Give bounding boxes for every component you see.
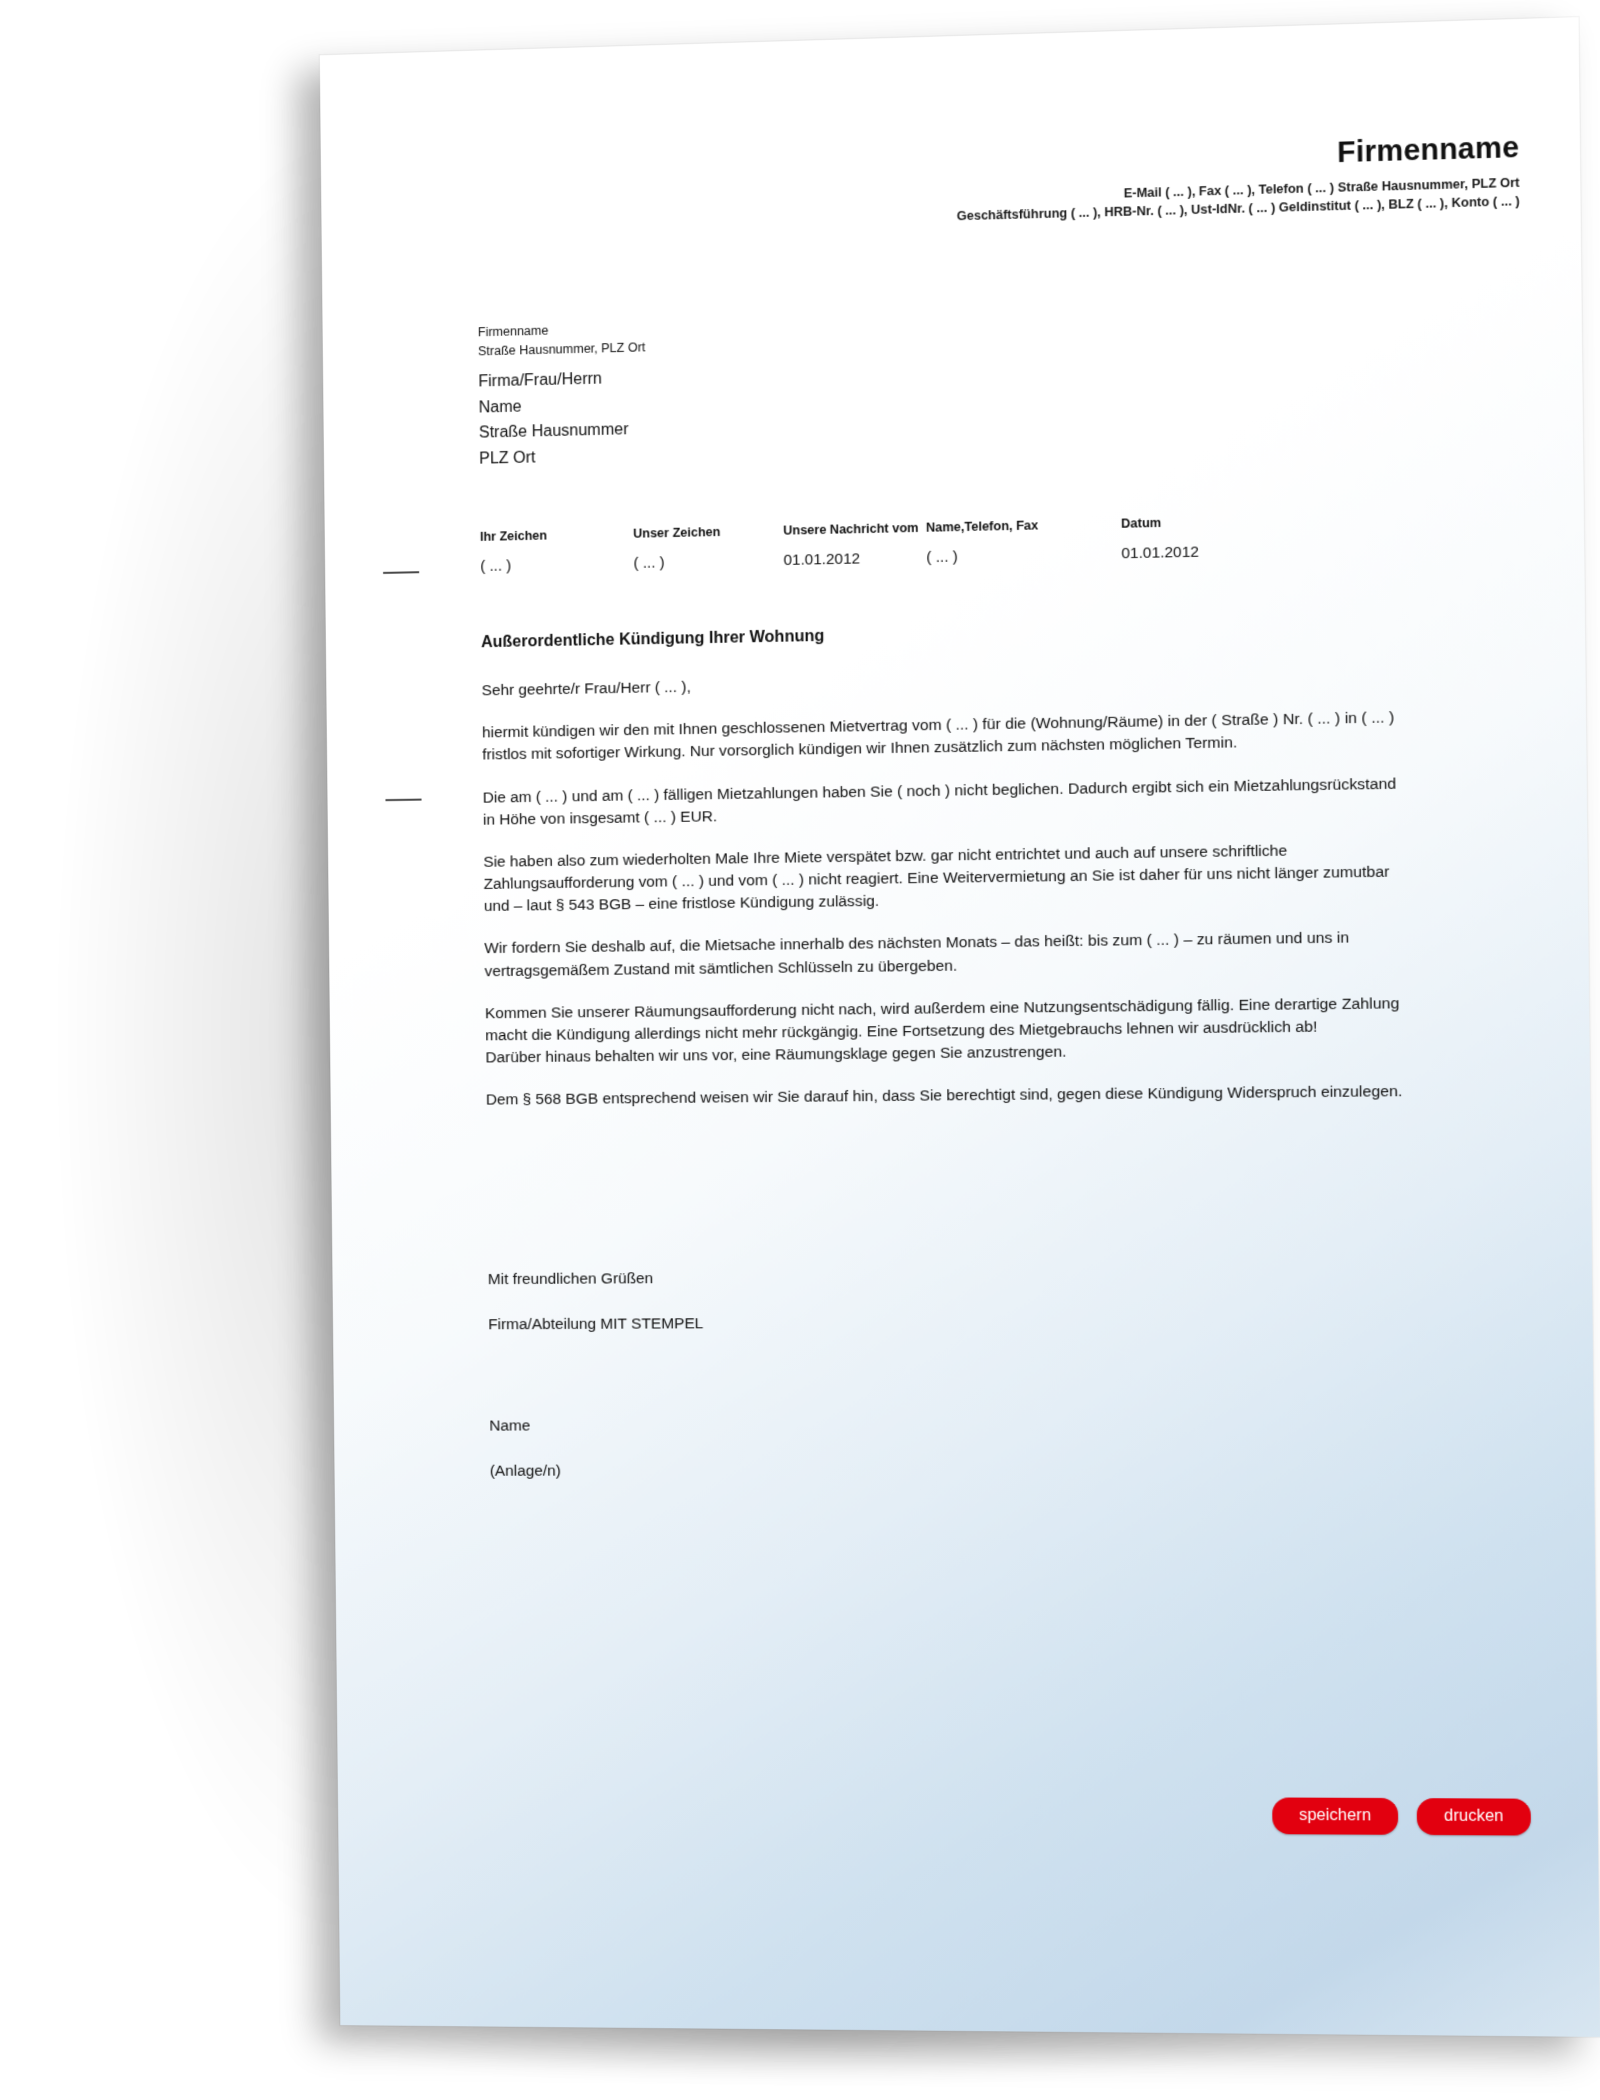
document-page	[320, 17, 1600, 2037]
label-name-telefon-fax: Name,Telefon, Fax	[925, 518, 1039, 535]
letter-body	[482, 664, 1413, 1132]
value-ihr-zeichen[interactable]: ( ... )	[480, 557, 512, 575]
label-ihr-zeichen: Ihr Zeichen	[479, 528, 548, 544]
letter-company-department: Firma/Abteilung MIT STEMPEL	[488, 1315, 704, 1334]
letter-paragraph-3: Sie haben also zum wiederholten Male Ihre Miete verspätet bzw. gar nicht entrichtet und auch auf unsere schriftliche Zahlungsaufforderung vom ( ... ) und vom ( ... ) nicht reagiert. Eine Weitervermietung an Sie ist daher für uns nicht länger zumutbar und – laut § 543 BGB – eine fristlose Kündigung zulässig.	[483, 842, 1390, 916]
document-content	[320, 17, 1600, 2037]
recipient-line-4: PLZ Ort	[479, 449, 536, 468]
label-datum: Datum	[1120, 515, 1162, 531]
fold-mark-upper	[383, 571, 419, 574]
sender-line-2: Straße Hausnummer, PLZ Ort	[477, 340, 646, 359]
letter-closing: Mit freundlichen Grüßen	[487, 1270, 654, 1289]
page-drop-shadow-left	[50, 120, 350, 1950]
letterhead-company-name: Firmenname	[1337, 131, 1520, 170]
letterhead-legal-line: Geschäftsführung ( ... ), HRB-Nr. ( ... ), Ust-IdNr. ( ... ) Geldinstitut ( ... ), BLZ ( ... ), Konto ( ... )	[956, 194, 1520, 224]
letter-attachments: (Anlage/n)	[489, 1462, 561, 1480]
recipient-line-3: Straße Hausnummer	[478, 421, 629, 442]
value-datum[interactable]: 01.01.2012	[1121, 543, 1199, 563]
label-unsere-nachricht-vom: Unsere Nachricht vom	[783, 520, 919, 538]
recipient-address	[478, 366, 629, 472]
reference-row	[480, 510, 1438, 575]
signature-block	[488, 1268, 705, 1484]
action-buttons	[1272, 1797, 1531, 1835]
sender-line-1: Firmenname	[477, 323, 549, 340]
value-name-telefon-fax[interactable]: ( ... )	[926, 548, 958, 567]
recipient-line-1: Firma/Frau/Herrn	[478, 370, 603, 391]
letter-subject: Außerordentliche Kündigung Ihrer Wohnung	[481, 627, 825, 652]
letter-paragraph-2: Die am ( ... ) und am ( ... ) fälligen Mietzahlungen haben Sie ( noch ) nicht beglichen. Dadurch ergibt sich ein Mietzahlungsrückstand in Höhe von insgesamt ( ... ) EUR.	[482, 774, 1397, 829]
value-unsere-nachricht-vom[interactable]: 01.01.2012	[783, 550, 861, 569]
letterhead	[956, 132, 1520, 226]
value-unser-zeichen[interactable]: ( ... )	[633, 554, 665, 572]
letter-paragraph-5: Kommen Sie unserer Räumungsaufforderung nicht nach, wird außerdem eine Nutzungsentschädigung fällig. Eine derartige Zahlung macht die Kündigung allerdings nicht mehr rückgängig. Eine Fortsetzung des Mietgebrauchs lehnen wir ausdrücklich ab!	[484, 994, 1400, 1045]
letterhead-contact-line: E-Mail ( ... ), Fax ( ... ), Telefon ( ... ) Straße Hausnummer, PLZ Ort	[1123, 175, 1520, 201]
letter-signer-name: Name	[489, 1417, 531, 1435]
label-unser-zeichen: Unser Zeichen	[633, 524, 721, 541]
letter-paragraph-1: hiermit kündigen wir den mit Ihnen geschlossenen Mietvertrag vom ( ... ) für die (Wohnung/Räume) in der ( Straße ) Nr. ( ... ) in ( ... ) fristlos mit sofortiger Wirkung. Nur vorsorglich kündigen wir Ihnen zusätzlich zum nächsten möglichen Termin.	[481, 709, 1395, 764]
letter-paragraph-6: Darüber hinaus behalten wir uns vor, eine Räumungsklage gegen Sie anzustrengen.	[485, 1043, 1067, 1067]
letter-salutation: Sehr geehrte/r Frau/Herr ( ... ),	[481, 678, 691, 700]
fold-mark-lower	[385, 799, 421, 802]
letter-paragraph-7: Dem § 568 BGB entsprechend weisen wir Sie darauf hin, dass Sie berechtigt sind, gegen diese Kündigung Widerspruch einzulegen.	[485, 1083, 1403, 1109]
save-button[interactable]: speichern	[1272, 1797, 1399, 1834]
sender-address	[478, 319, 646, 361]
letter-paragraph-4: Wir fordern Sie deshalb auf, die Mietsache innerhalb des nächsten Monats – das heißt: bis zum ( ... ) – zu räumen und uns in vertragsgemäßem Zustand mit sämtlichen Schlüsseln zu übergeben.	[484, 929, 1350, 980]
recipient-line-2: Name	[478, 398, 522, 417]
print-button[interactable]: drucken	[1417, 1798, 1531, 1835]
